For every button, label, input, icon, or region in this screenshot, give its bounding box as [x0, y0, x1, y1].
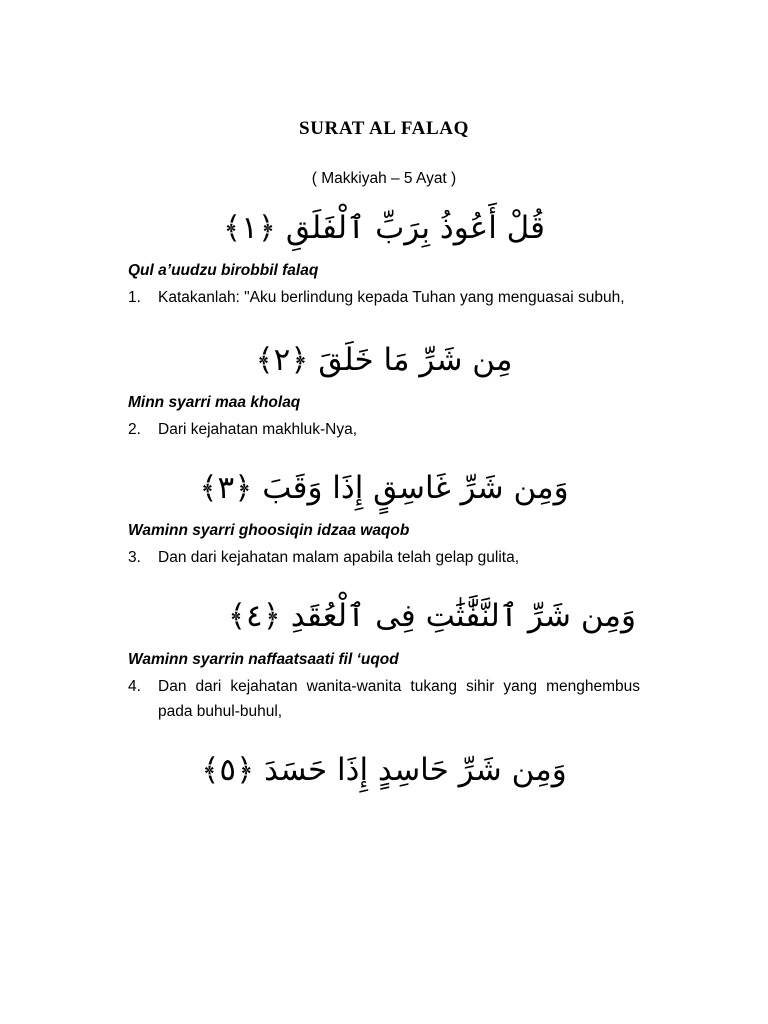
verse-block-5 [128, 746, 640, 794]
translation-row-3 [128, 545, 640, 570]
arabic-text-5: وَمِن شَرِّ حَاسِدٍ إِذَا حَسَدَ ﴿٥﴾ [201, 751, 567, 788]
page-subtitle: ( Makkiyah – 5 Ayat ) [311, 170, 457, 187]
translation-row-2 [128, 417, 640, 442]
transliteration-4: Waminn syarrin naffaatsaati fil ‘uqod [128, 650, 399, 668]
arabic-text-1: قُلْ أَعُوذُ بِرَبِّ ٱلْفَلَقِ ﴿١﴾ [223, 210, 545, 246]
translation-text-1: Katakanlah: "Aku berlindung kepada Tuhan yang menguasai subuh, [158, 289, 625, 307]
transliteration-3: Waminn syarri ghoosiqin idzaa waqob [128, 522, 410, 540]
arabic-text-3: وَمِن شَرِّ غَاسِقٍ إِذَا وَقَبَ ﴿٣﴾ [199, 470, 569, 507]
verse-block-4 [128, 592, 640, 723]
page-title: SURAT AL FALAQ [299, 118, 469, 139]
arabic-text-2: مِن شَرِّ مَا خَلَقَ ﴿٢﴾ [255, 342, 513, 379]
translation-text-3: Dan dari kejahatan malam apabila telah gelap gulita, [158, 549, 520, 567]
verse-number-3: 3. [128, 549, 141, 567]
verse-number-2: 2. [128, 421, 141, 439]
arabic-text-4: وَمِن شَرِّ ٱلنَّفَّٰثَٰتِ فِى ٱلْعُقَدِ ﴿٤﴾ [227, 598, 636, 635]
verse-block-2 [128, 336, 640, 442]
verse-number-1: 1. [128, 289, 141, 307]
translation-text-2: Dari kejahatan makhluk-Nya, [158, 421, 358, 439]
verse-block-1 [128, 204, 640, 310]
transliteration-2: Minn syarri maa kholaq [128, 394, 301, 412]
translation-row-4 [128, 674, 640, 724]
verse-block-3 [128, 464, 640, 570]
translation-text-4: Dan dari kejahatan wanita-wanita tukang sihir yang menghembus pada buhul-buhul, [158, 677, 640, 720]
transliteration-1: Qul a’uudzu birobbil falaq [128, 262, 319, 280]
verse-number-4: 4. [128, 677, 141, 695]
translation-row-1 [128, 285, 640, 310]
